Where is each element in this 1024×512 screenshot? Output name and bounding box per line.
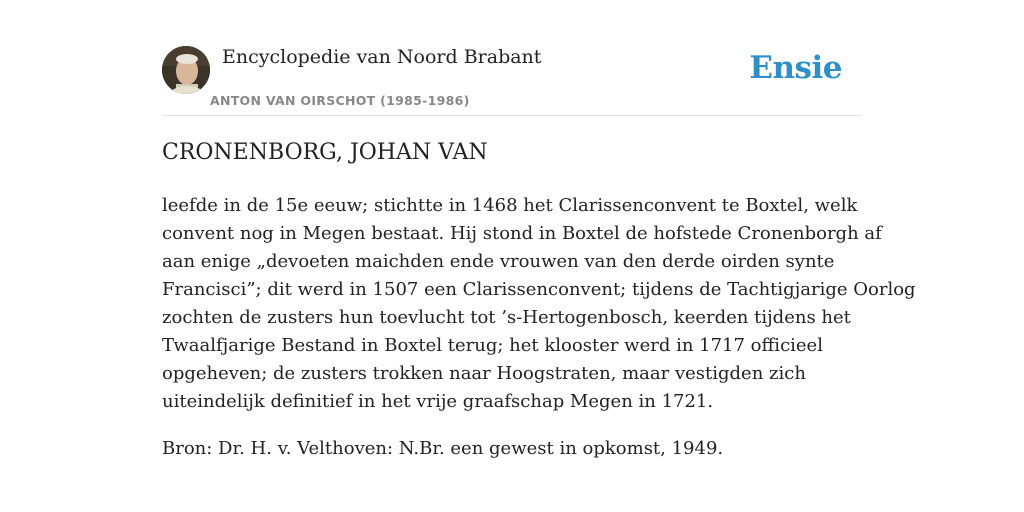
ensie-logo[interactable]: Ensie (749, 50, 842, 86)
article-title: CRONENBORG, JOHAN VAN (162, 140, 488, 165)
article-paragraph (162, 192, 916, 416)
body-line: Twaalfjarige Bestand in Boxtel terug; het klooster werd in 1717 officieel (162, 335, 823, 356)
body-line: zochten de zusters hun toevlucht tot ’s-Hertogenbosch, keerden tijdens het (162, 307, 851, 328)
body-line: convent nog in Megen bestaat. Hij stond in Boxtel de hofstede Cronenborgh af (162, 223, 882, 244)
encyclopedia-name[interactable]: Encyclopedie van Noord Brabant (222, 46, 542, 68)
author-name: ANTON VAN OIRSCHOT (1985-1986) (210, 93, 470, 108)
header (162, 46, 862, 116)
article-body (162, 192, 916, 416)
body-line: aan enige „devoeten maichden ende vrouwen van den derde oirden synte (162, 251, 835, 272)
body-line: opgeheven; de zusters trokken naar Hoogstraten, maar vestigden zich (162, 363, 806, 384)
header-divider (162, 115, 862, 116)
author-avatar[interactable] (162, 46, 210, 94)
body-line: Francisci”; dit werd in 1507 een Clarissenconvent; tijdens de Tachtigjarige Oorlog (162, 279, 916, 300)
body-line: uiteindelijk definitief in het vrije graafschap Megen in 1721. (162, 391, 714, 412)
body-line: leefde in de 15e eeuw; stichtte in 1468 het Clarissenconvent te Boxtel, welk (162, 195, 858, 216)
source-reference: Bron: Dr. H. v. Velthoven: N.Br. een gewest in opkomst, 1949. (162, 438, 724, 459)
author-portrait-image (162, 46, 210, 94)
